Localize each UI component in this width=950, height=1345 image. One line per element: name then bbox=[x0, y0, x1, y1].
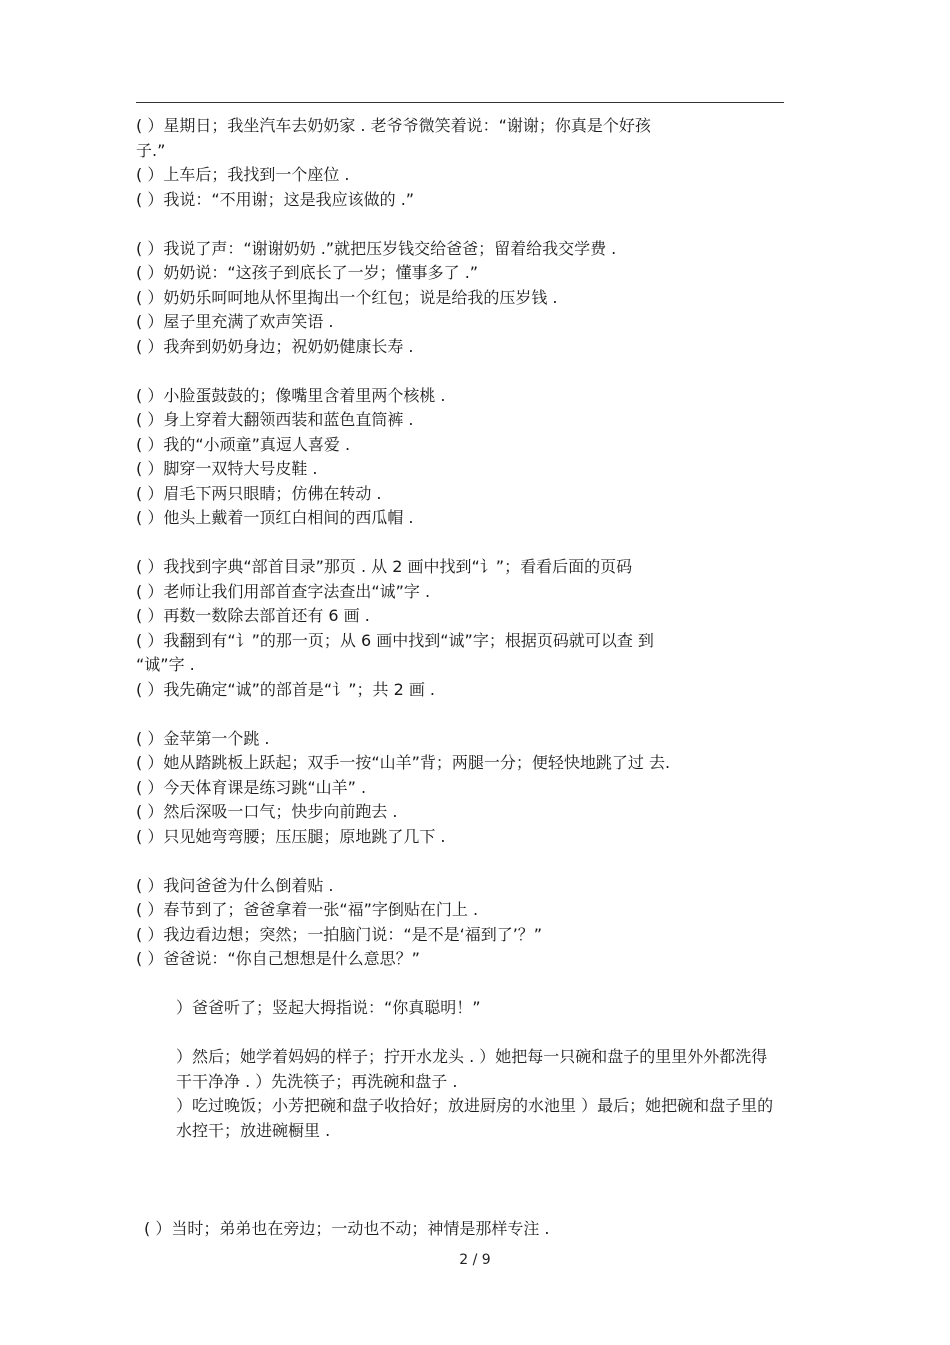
sentence-line: ( ）我找到字典“部首目录”那页 . 从 2 画中找到“讠”；看看后面的页码 bbox=[136, 557, 633, 576]
sentence-line: 子.” bbox=[136, 140, 166, 160]
sentence-line: ( ）我的“小顽童”真逗人喜爱 . bbox=[136, 434, 351, 454]
sentence-line: ( ）小脸蛋鼓鼓的；像嘴里含着里两个核桃 . bbox=[136, 385, 446, 405]
sentence-line: ( ）我奔到奶奶身边；祝奶奶健康长寿 . bbox=[136, 336, 414, 356]
sentence-line: ( ）眉毛下两只眼睛；仿佛在转动 . bbox=[136, 483, 382, 503]
indented-sentence: ）爸爸听了；竖起大拇指说：“你真聪明！” bbox=[176, 998, 481, 1017]
sentence-line: “诚”字 . bbox=[136, 655, 195, 674]
sentence-line: ( ）我翻到有“讠”的那一页；从 6 画中找到“诚”字；根据页码就可以查 到 bbox=[136, 630, 654, 650]
sentence-line: ( ）身上穿着大翻领西装和蓝色直筒裤 . bbox=[136, 410, 414, 429]
sentence-line: ( ）奶奶说：“这孩子到底长了一岁；懂事多了 .” bbox=[136, 263, 479, 282]
sentence-line: ( ）春节到了；爸爸拿着一张“福”字倒贴在门上 . bbox=[136, 900, 479, 919]
sentence-line: ( ）当时；弟弟也在旁边；一动也不动；神情是那样专注 . bbox=[144, 1218, 550, 1238]
sentence-line: ( ）我说了声：“谢谢奶奶 .”就把压岁钱交给爸爸；留着给我交学费 . bbox=[136, 238, 617, 258]
sentence-line: ( ）我问爸爸为什么倒着贴 . bbox=[136, 875, 334, 895]
sentence-line: ( ）他头上戴着一顶红白相间的西瓜帽 . bbox=[136, 508, 414, 527]
sentence-line: ( ）我说：“不用谢；这是我应该做的 .” bbox=[136, 189, 415, 209]
sentence-line: ( ）我先确定“诚”的部首是“讠”；共 2 画 . bbox=[136, 679, 436, 699]
sentence-line: ( ）老师让我们用部首查字法查出“诚”字 . bbox=[136, 581, 431, 601]
sentence-line: ( ）屋子里充满了欢声笑语 . bbox=[136, 312, 334, 331]
indented-sentence: ）吃过晚饭；小芳把碗和盘子收拾好；放进厨房的水池里 ）最后；她把碗和盘子里的水控干；放进碗橱里 . bbox=[176, 1096, 774, 1140]
sentence-line: ( ）金苹第一个跳 . bbox=[136, 728, 270, 748]
header-rule bbox=[136, 102, 784, 103]
sentence-line: ( ）再数一数除去部首还有 6 画 . bbox=[136, 606, 370, 625]
sentence-line: ( ）爸爸说：“你自己想想是什么意思？” bbox=[136, 949, 420, 968]
sentence-line: ( ）只见她弯弯腰；压压腿；原地跳了几下 . bbox=[136, 826, 446, 846]
sentence-line: ( ）她从踏跳板上跃起；双手一按“山羊”背；两腿一分；便轻快地跳了过 去. bbox=[136, 753, 671, 772]
sentence-line: ( ）脚穿一双特大号皮鞋 . bbox=[136, 459, 318, 478]
indented-sentence: ）然后；她学着妈妈的样子；拧开水龙头 . ）她把每一只碗和盘子的里里外外都洗得干干净净 . ）先洗筷子；再洗碗和盘子 . bbox=[176, 1047, 768, 1091]
sentence-line: ( ）我边看边想；突然；一拍脑门说：“是不是‘福到了’？” bbox=[136, 924, 543, 944]
sentence-line: ( ）星期日；我坐汽车去奶奶家 . 老爷爷微笑着说：“谢谢；你真是个好孩 bbox=[136, 116, 651, 135]
sentence-line: ( ）上车后；我找到一个座位 . bbox=[136, 165, 350, 184]
sentence-line: ( ）然后深吸一口气；快步向前跑去 . bbox=[136, 802, 398, 821]
document-body bbox=[136, 114, 796, 1241]
sentence-line: ( ）今天体育课是练习跳“山羊” . bbox=[136, 777, 367, 797]
page-number: 2 / 9 bbox=[459, 1252, 491, 1268]
sentence-line: ( ）奶奶乐呵呵地从怀里掏出一个红包；说是给我的压岁钱 . bbox=[136, 287, 558, 307]
